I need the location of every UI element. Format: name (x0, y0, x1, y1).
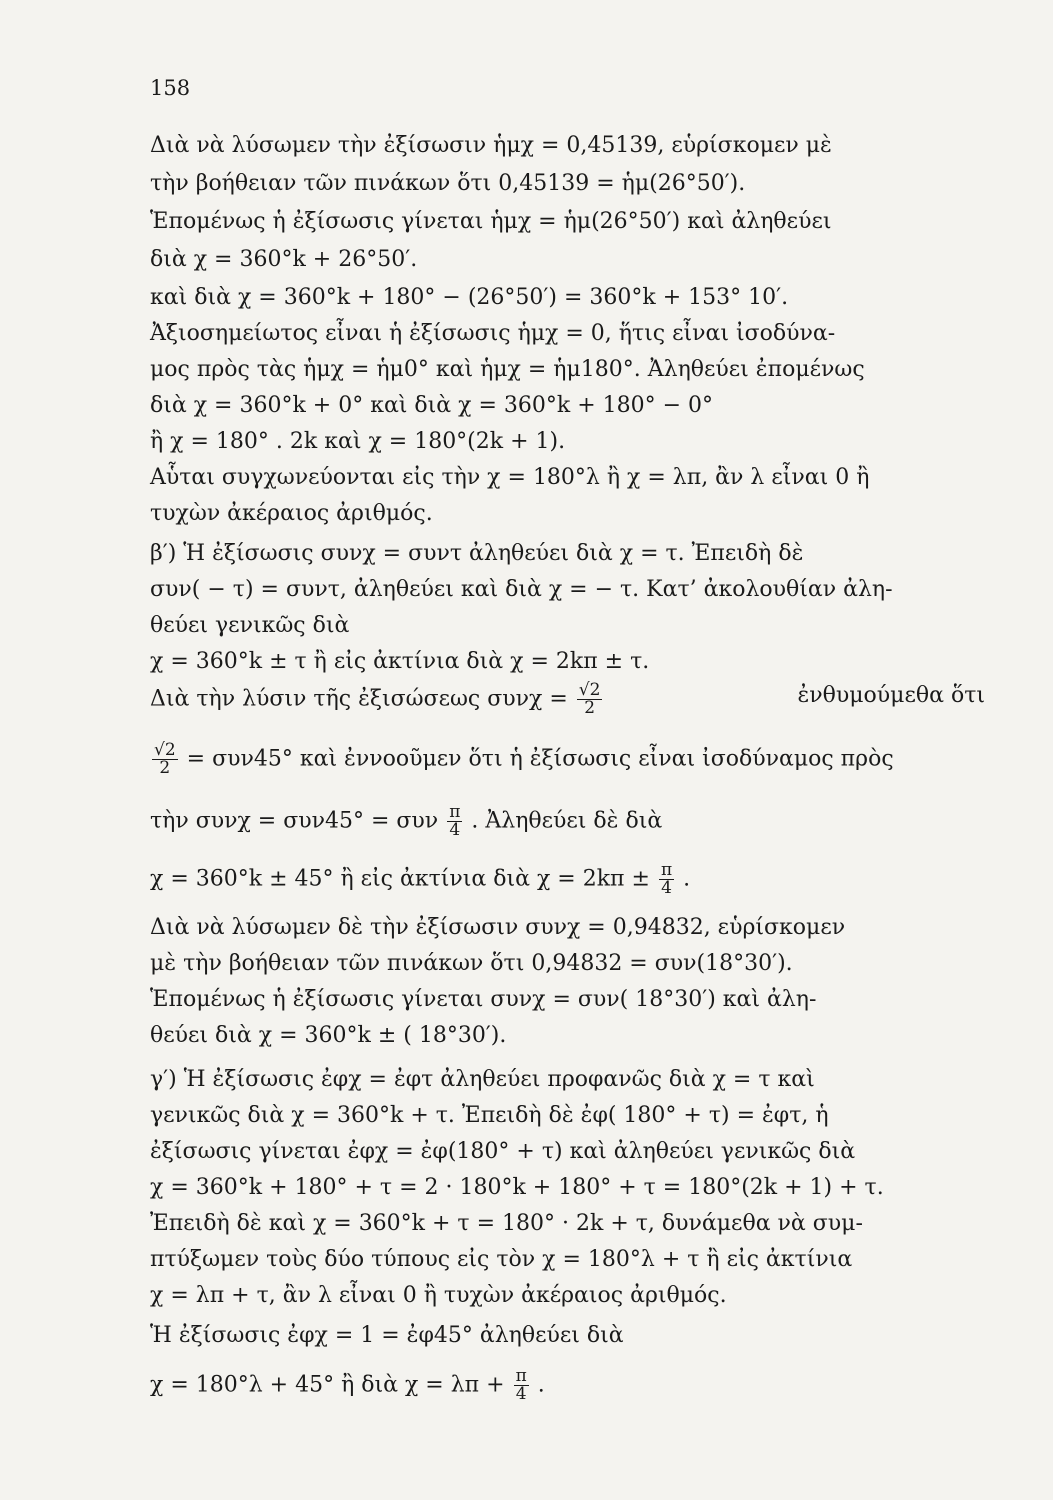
numerator: π (515, 1366, 527, 1386)
fraction-sqrt2-over-2 (152, 742, 178, 777)
text-segment: = συν45° καὶ ἐννοοῦμεν ὅτι ἡ ἐξίσωσις εἶναι ἰσοδύναμος πρὸς (186, 746, 894, 772)
text-line: θεύει γενικῶς διὰ (150, 613, 350, 638)
text-line: Ἑπομένως ἡ ἐξίσωσις γίνεται ἡμχ = ἡμ(26°50′) καὶ ἀληθεύει (150, 209, 832, 234)
text-line: πτύξωμεν τοὺς δύο τύπους εἰς τὸν χ = 180°λ + τ ἢ εἰς ἀκτίνια (150, 1247, 853, 1272)
fraction-pi-over-4 (514, 1368, 529, 1403)
denominator: 2 (159, 758, 171, 778)
text-line: Ἡ ἐξίσωσις ἐφχ = 1 = ἐφ45° ἀληθεύει διὰ (150, 1323, 624, 1348)
text-line: ἢ χ = 180° . 2k καὶ χ = 180°(2k + 1). (150, 429, 566, 454)
text-line: ἐξίσωσις γίνεται ἐφχ = ἐφ(180° + τ) καὶ ἀληθεύει γενικῶς διὰ (150, 1139, 856, 1164)
text-line-with-fraction (150, 862, 985, 897)
numerator: √2 (154, 740, 176, 760)
text-line: Ἑπομένως ἡ ἐξίσωσις γίνεται συνχ = συν( 18°30′) καὶ ἀλη- (150, 987, 817, 1012)
denominator: 4 (449, 820, 461, 840)
text-line: γενικῶς διὰ χ = 360°k + τ. Ἐπειδὴ δὲ ἐφ( 180° + τ) = ἐφτ, ἡ (150, 1103, 829, 1128)
text-segment: Διὰ τὴν λύσιν τῆς ἐξισώσεως συνχ = (150, 686, 568, 712)
period: . (683, 866, 691, 892)
text-line-with-fraction (150, 682, 985, 717)
text-line: μος πρὸς τὰς ἡμχ = ἡμ0° καὶ ἡμχ = ἡμ180°. Ἀληθεύει ἐπομένως (150, 357, 865, 382)
text-line: Αὗται συγχωνεύονται εἰς τὴν χ = 180°λ ἢ χ = λπ, ἂν λ εἶναι 0 ἢ (150, 465, 870, 490)
text-line: διὰ χ = 360°k + 26°50′. (150, 247, 418, 272)
denominator: 4 (515, 1384, 527, 1404)
text-line: τὴν βοήθειαν τῶν πινάκων ὅτι 0,45139 = ἡμ(26°50′). (150, 171, 746, 196)
text-line-with-fraction (150, 804, 985, 839)
text-segment: . Ἀληθεύει δὲ διὰ (471, 808, 663, 834)
text-line: διὰ χ = 360°k + 0° καὶ διὰ χ = 360°k + 180° − 0° (150, 393, 714, 418)
text-line: Ἐπειδὴ δὲ καὶ χ = 360°k + τ = 180° · 2k + τ, δυνάμεθα νὰ συμ- (150, 1211, 863, 1236)
fraction-pi-over-4 (447, 804, 462, 839)
text-line: χ = λπ + τ, ἂν λ εἶναι 0 ἢ τυχὼν ἀκέραιος ἀριθμός. (150, 1283, 727, 1308)
text-segment: χ = 360°k ± 45° ἢ εἰς ἀκτίνια διὰ χ = 2kπ ± (150, 866, 650, 892)
text-line: καὶ διὰ χ = 360°k + 180° − (26°50′) = 360°k + 153° 10′. (150, 285, 789, 310)
text-line: χ = 360°k ± τ ἢ εἰς ἀκτίνια διὰ χ = 2kπ ± τ. (150, 649, 650, 674)
text-line: Ἀξιοσημείωτος εἶναι ἡ ἐξίσωσις ἡμχ = 0, ἥτις εἶναι ἰσοδύνα- (150, 321, 836, 346)
numerator: π (660, 860, 673, 880)
text-line-with-fraction (150, 742, 985, 777)
text-line: θεύει διὰ χ = 360°k ± ( 18°30′). (150, 1023, 507, 1048)
fraction-pi-over-4 (659, 862, 674, 897)
numerator: π (449, 802, 461, 822)
text-segment: τὴν συνχ = συν45° = συν (150, 808, 439, 834)
text-line: χ = 360°k + 180° + τ = 2 · 180°k + 180° + τ = 180°(2k + 1) + τ. (150, 1175, 884, 1200)
text-line: Διὰ νὰ λύσωμεν τὴν ἐξίσωσιν ἡμχ = 0,45139, εὑρίσκομεν μὲ (150, 133, 832, 158)
fraction-sqrt2-over-2 (577, 682, 603, 717)
numerator: √2 (578, 680, 601, 700)
text-line: μὲ τὴν βοήθειαν τῶν πινάκων ὅτι 0,94832 = συν(18°30′). (150, 951, 793, 976)
text-line: συν( − τ) = συντ, ἀληθεύει καὶ διὰ χ = − τ. Κατ’ ἀκολουθίαν ἀλη- (150, 577, 893, 602)
text-line: γ′) Ἡ ἐξίσωσις ἐφχ = ἐφτ ἀληθεύει προφανῶς διὰ χ = τ καὶ (150, 1067, 815, 1092)
text-line-with-fraction (150, 1368, 985, 1403)
page-number: 158 (150, 76, 191, 100)
text-segment: ἐνθυμούμεθα ὅτι (797, 683, 985, 708)
denominator: 4 (661, 878, 672, 898)
denominator: 2 (584, 698, 596, 718)
period: . (537, 1372, 545, 1398)
text-line: Διὰ νὰ λύσωμεν δὲ τὴν ἐξίσωσιν συνχ = 0,94832, εὑρίσκομεν (150, 915, 846, 940)
text-segment: χ = 180°λ + 45° ἢ διὰ χ = λπ + (150, 1372, 505, 1398)
text-line: β′) Ἡ ἐξίσωσις συνχ = συντ ἀληθεύει διὰ χ = τ. Ἐπειδὴ δὲ (150, 541, 804, 566)
text-line: τυχὼν ἀκέραιος ἀριθμός. (150, 501, 433, 526)
